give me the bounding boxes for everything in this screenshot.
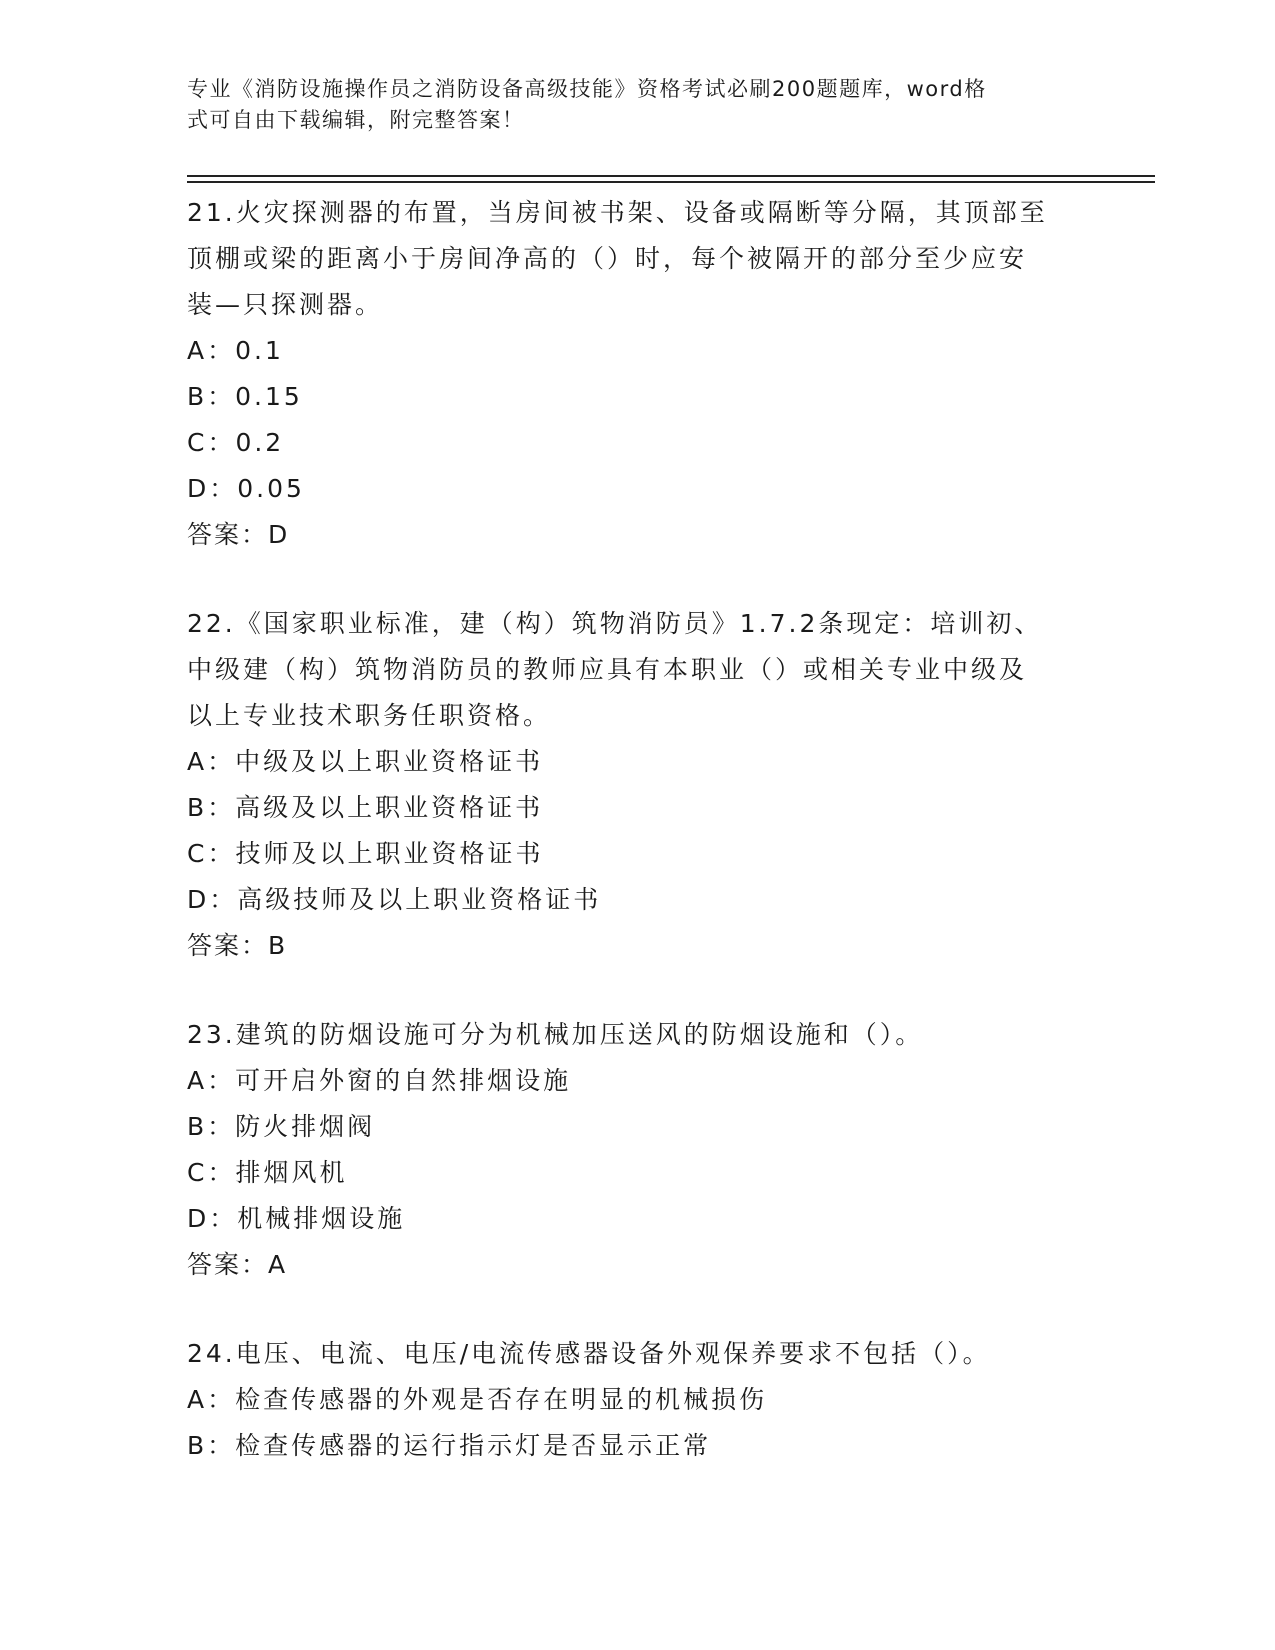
question-stem-line: 以上专业技术职务任职资格。	[187, 701, 552, 730]
option-d: D：高级技师及以上职业资格证书	[187, 885, 602, 914]
question-stem-line: 22.《国家职业标准，建（构）筑物消防员》1.7.2条现定：培训初、	[187, 609, 1043, 638]
question-stem-line: 24.电压、电流、电压/电流传感器设备外观保养要求不包括（）。	[187, 1339, 991, 1368]
question-23	[187, 1012, 1087, 1288]
question-stem-line: 21.火灾探测器的布置，当房间被书架、设备或隔断等分隔，其顶部至	[187, 198, 1048, 227]
option-a: A：可开启外窗的自然排烟设施	[187, 1066, 572, 1095]
option-d: D：机械排烟设施	[187, 1204, 406, 1233]
header-line: 式可自由下载编辑，附完整答案！	[187, 108, 525, 132]
option-d: D：0.05	[187, 474, 305, 503]
option-b: B：0.15	[187, 382, 303, 411]
answer-line: 答案：D	[187, 520, 290, 549]
question-stem-line: 顶棚或梁的距离小于房间净高的（）时，每个被隔开的部分至少应安	[187, 244, 1028, 273]
answer-line: 答案：A	[187, 1250, 288, 1279]
option-b: B：防火排烟阀	[187, 1112, 376, 1141]
answer-line: 答案：B	[187, 931, 288, 960]
question-spacer	[187, 969, 1087, 1012]
option-a: A：检查传感器的外观是否存在明显的机械损伤	[187, 1385, 768, 1414]
question-22	[187, 601, 1087, 969]
question-stem-line: 中级建（构）筑物消防员的教师应具有本职业（）或相关专业中级及	[187, 655, 1028, 684]
question-spacer	[187, 1288, 1087, 1331]
option-a: A：0.1	[187, 336, 284, 365]
header-divider-top	[187, 175, 1155, 177]
question-21	[187, 190, 1087, 558]
question-list	[187, 190, 1087, 1469]
question-stem-line: 装—只探测器。	[187, 290, 384, 319]
header-divider-bottom	[187, 181, 1155, 183]
option-c: C：排烟风机	[187, 1158, 348, 1187]
document-header	[187, 74, 1067, 136]
option-b: B：高级及以上职业资格证书	[187, 793, 544, 822]
option-c: C：技师及以上职业资格证书	[187, 839, 544, 868]
option-c: C：0.2	[187, 428, 285, 457]
question-24	[187, 1331, 1087, 1469]
option-a: A：中级及以上职业资格证书	[187, 747, 544, 776]
option-b: B：检查传感器的运行指示灯是否显示正常	[187, 1431, 712, 1460]
question-stem-line: 23.建筑的防烟设施可分为机械加压送风的防烟设施和（）。	[187, 1020, 924, 1049]
question-spacer	[187, 558, 1087, 601]
header-line: 专业《消防设施操作员之消防设备高级技能》资格考试必刷200题题库，word格	[187, 77, 987, 101]
